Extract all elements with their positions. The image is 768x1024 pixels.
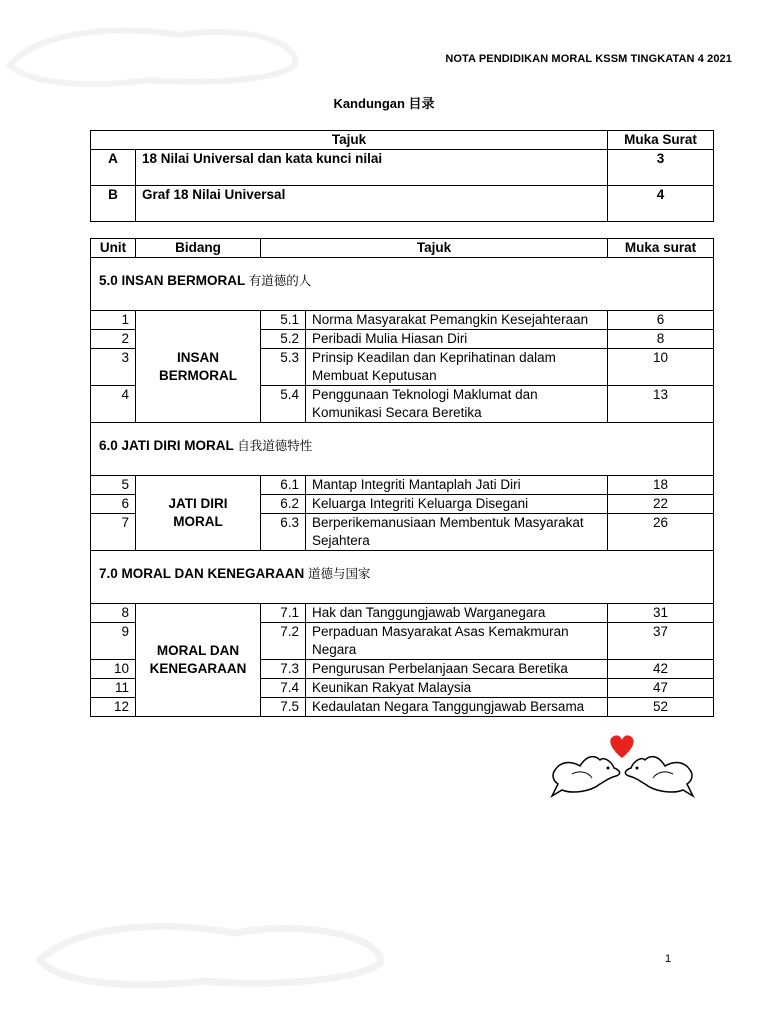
section-heading-6 (91, 423, 714, 476)
units-header-field: Bidang (136, 239, 261, 258)
page-number: 18 (608, 476, 714, 495)
page-number: 26 (608, 514, 714, 551)
topic-number: 6.2 (261, 495, 306, 514)
topic-number: 5.2 (261, 330, 306, 349)
units-table (90, 238, 714, 717)
unit-number: 1 (91, 311, 136, 330)
topic-title: Penggunaan Teknologi Maklumat dan Komunikasi Secara Beretika (306, 386, 608, 423)
page-number: 22 (608, 495, 714, 514)
topic-title: Mantap Integriti Mantaplah Jati Diri (306, 476, 608, 495)
unit-number: 6 (91, 495, 136, 514)
unit-number: 10 (91, 660, 136, 679)
section-title: 7.0 MORAL DAN KENEGARAAN (99, 566, 305, 581)
topic-title: Prinsip Keadilan dan Keprihatinan dalam Membuat Keputusan (306, 349, 608, 386)
topic-title: Norma Masyarakat Pemangkin Kesejahteraan (306, 311, 608, 330)
summary-header-topic: Tajuk (91, 131, 608, 150)
page-title: Kandungan 目录 (333, 96, 435, 111)
page-number: 47 (608, 679, 714, 698)
units-header-page: Muka surat (608, 239, 714, 258)
summary-row-a (91, 150, 714, 186)
field-cell (136, 476, 261, 551)
unit-number: 7 (91, 514, 136, 551)
page-number: 8 (608, 330, 714, 349)
topic-title: Hak dan Tanggungjawab Warganegara (306, 604, 608, 623)
section-title-cn: 自我道德特性 (237, 438, 313, 453)
field-label-line: MORAL DAN (156, 643, 240, 658)
summary-topic: 18 Nilai Universal dan kata kunci nilai (136, 150, 608, 186)
topic-number: 7.3 (261, 660, 306, 679)
section-heading-7 (91, 551, 714, 604)
units-header-row (91, 239, 714, 258)
table-row (91, 604, 714, 623)
summary-header-page: Muka Surat (608, 131, 714, 150)
summary-row-b (91, 186, 714, 222)
page-number: 31 (608, 604, 714, 623)
field-label-line: JATI DIRI (168, 496, 228, 511)
field-label-line: INSAN (176, 349, 219, 365)
units-header-unit: Unit (91, 239, 136, 258)
unit-number: 3 (91, 349, 136, 386)
section-title: 6.0 JATI DIRI MORAL (99, 438, 234, 453)
summary-topic: Graf 18 Nilai Universal (136, 186, 608, 222)
summary-page: 3 (608, 150, 714, 186)
topic-number: 6.3 (261, 514, 306, 551)
document-header-title: NOTA PENDIDIKAN MORAL KSSM TINGKATAN 4 2021 (445, 53, 732, 65)
field-cell (136, 604, 261, 717)
unit-number: 11 (91, 679, 136, 698)
topic-title: Kedaulatan Negara Tanggungjawab Bersama (306, 698, 608, 717)
doves-with-heart-icon (550, 732, 695, 804)
page-number: 37 (608, 623, 714, 660)
unit-number: 8 (91, 604, 136, 623)
topic-number: 7.5 (261, 698, 306, 717)
table-row (91, 476, 714, 495)
topic-number: 5.4 (261, 386, 306, 423)
watermark-bottom (25, 915, 395, 995)
unit-number: 5 (91, 476, 136, 495)
topic-title: Keunikan Rakyat Malaysia (306, 679, 608, 698)
topic-number: 6.1 (261, 476, 306, 495)
section-title-cn: 道德与国家 (308, 566, 371, 581)
table-row (91, 311, 714, 330)
summary-letter: A (91, 150, 136, 186)
heart-icon (610, 735, 633, 758)
topic-number: 5.3 (261, 349, 306, 386)
field-cell (136, 311, 261, 423)
unit-number: 2 (91, 330, 136, 349)
summary-letter: B (91, 186, 136, 222)
watermark-top (0, 20, 310, 90)
page-number: 52 (608, 698, 714, 717)
section-heading-5 (91, 258, 714, 311)
page-number: 13 (608, 386, 714, 423)
topic-number: 7.2 (261, 623, 306, 660)
section-title: 5.0 INSAN BERMORAL (99, 273, 246, 288)
topic-number: 7.1 (261, 604, 306, 623)
page-number: 42 (608, 660, 714, 679)
summary-header-row (91, 131, 714, 150)
section-title-cn: 有道德的人 (248, 273, 312, 288)
topic-title: Keluarga Integriti Keluarga Disegani (306, 495, 608, 514)
topic-number: 7.4 (261, 679, 306, 698)
unit-number: 4 (91, 386, 136, 423)
page-number: 10 (608, 349, 714, 386)
summary-page: 4 (608, 186, 714, 222)
topic-title: Berperikemanusiaan Membentuk Masyarakat Sejahtera (306, 514, 608, 551)
summary-table (90, 130, 714, 222)
topic-title: Perpaduan Masyarakat Asas Kemakmuran Negara (306, 623, 608, 660)
topic-title: Peribadi Mulia Hiasan Diri (306, 330, 608, 349)
field-label-line: BERMORAL (159, 367, 237, 383)
units-header-topic: Tajuk (261, 239, 608, 258)
unit-number: 9 (91, 623, 136, 660)
field-label-line: KENEGARAAN (149, 661, 247, 676)
page-number: 6 (608, 311, 714, 330)
topic-number: 5.1 (261, 311, 306, 330)
topic-title: Pengurusan Perbelanjaan Secara Beretika (306, 660, 608, 679)
page-number-footer: 1 (665, 953, 672, 965)
field-label-line: MORAL (173, 514, 223, 529)
unit-number: 12 (91, 698, 136, 717)
